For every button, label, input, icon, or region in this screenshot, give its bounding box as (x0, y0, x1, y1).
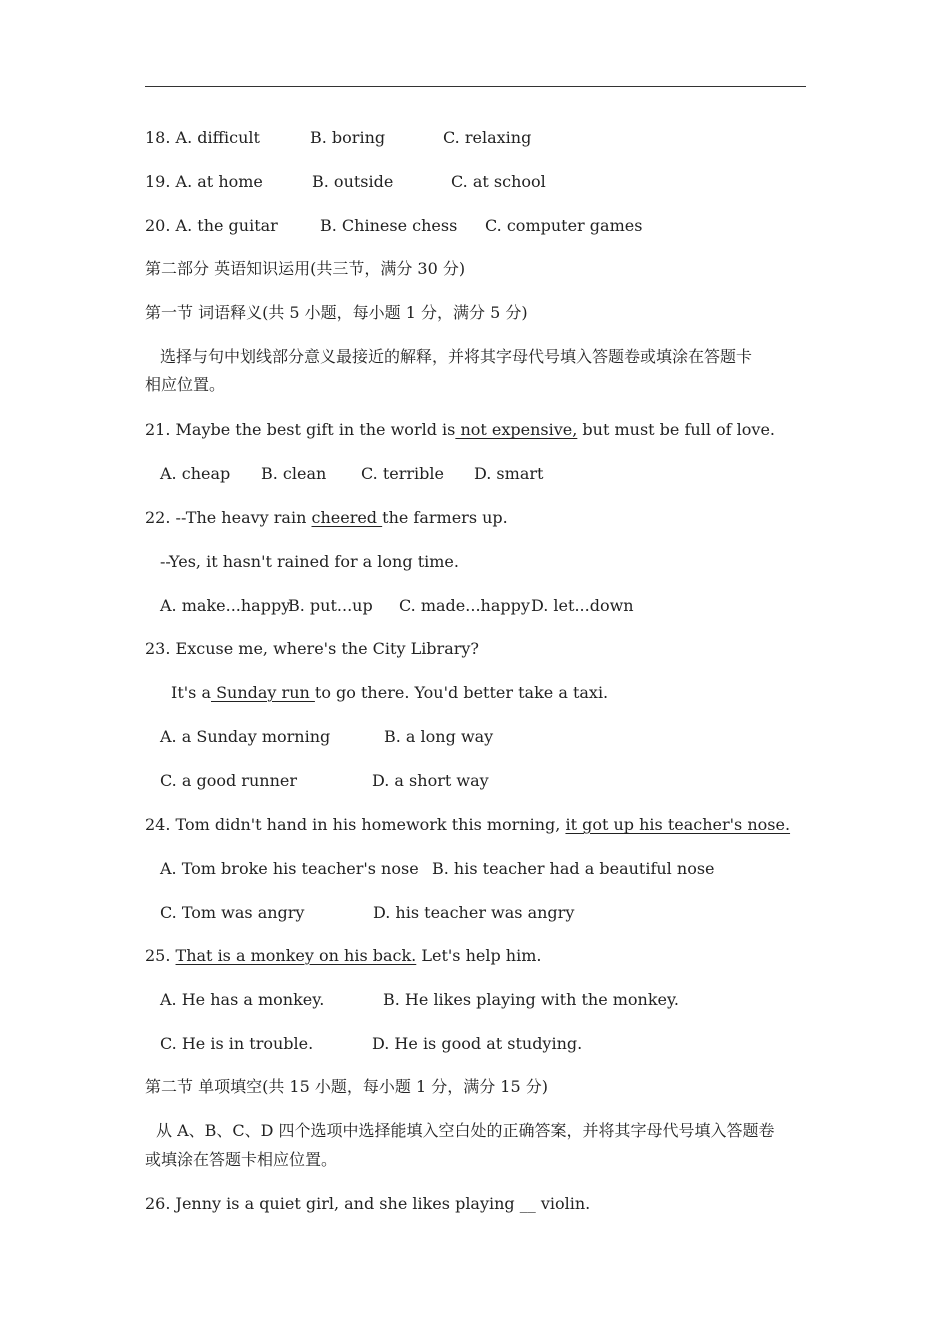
part2-title: 第二部分 英语知识运用(共三节，满分 30 分) (145, 259, 466, 278)
q21-option-d: D. smart (474, 464, 544, 483)
q24-option-a: A. Tom broke his teacher's nose (160, 859, 419, 878)
q21-option-c: C. terrible (361, 464, 444, 483)
q23-option-b: B. a long way (384, 727, 494, 746)
q25-option-b: B. He likes playing with the monkey. (383, 990, 680, 1009)
q23-option-a: A. a Sunday morning (160, 727, 331, 746)
q18-option-a: 18. A. difficult (145, 128, 260, 147)
q20-option-a: 20. A. the guitar (145, 216, 278, 235)
q24-stem: 24. Tom didn't hand in his homework this morning, it got up his teacher's nose. (145, 815, 791, 834)
q23-question: 23. Excuse me, where's the City Library? (145, 639, 479, 658)
q22-reply: --Yes, it hasn't rained for a long time. (160, 552, 459, 571)
q22-underlined: cheered (311, 508, 383, 527)
q21-stem: 21. Maybe the best gift in the world is not expensive, but must be full of love. (145, 420, 776, 439)
q23-option-d: D. a short way (372, 771, 489, 790)
q22-option-c: C. made...happy (399, 596, 530, 615)
q21-underlined: not expensive, (455, 420, 578, 439)
section2-instruction: 从 A、B、C、D 四个选项中选择能填入空白处的正确答案，并将其字母代号填入答题卷 (156, 1121, 775, 1140)
q23-stem: It's a Sunday run to go there. You'd better take a taxi. (171, 683, 609, 702)
q21-option-b: B. clean (261, 464, 327, 483)
q19-option-c: C. at school (451, 172, 546, 191)
q22-stem: 22. --The heavy rain cheered the farmers up. (145, 508, 508, 527)
q22-option-b: B. put...up (288, 596, 373, 615)
q25-stem: 25. That is a monkey on his back. Let's help him. (145, 946, 542, 965)
q19-option-a: 19. A. at home (145, 172, 263, 191)
section1-title: 第一节 词语释义(共 5 小题，每小题 1 分，满分 5 分) (145, 303, 528, 322)
q20-option-c: C. computer games (485, 216, 643, 235)
q22-option-d: D. let...down (531, 596, 634, 615)
q18-option-c: C. relaxing (443, 128, 532, 147)
section2-instruction-cont: 或填涂在答题卡相应位置。 (145, 1150, 338, 1169)
section1-instruction: 选择与句中划线部分意义最接近的解释，并将其字母代号填入答题卷或填涂在答题卡 (160, 347, 753, 366)
q20-option-b: B. Chinese chess (320, 216, 458, 235)
q18-option-b: B. boring (310, 128, 386, 147)
q19-option-b: B. outside (312, 172, 394, 191)
q25-option-d: D. He is good at studying. (372, 1034, 583, 1053)
header-rule (145, 86, 806, 87)
q24-underlined: it got up his teacher's nose. (565, 815, 791, 834)
q21-option-a: A. cheap (160, 464, 231, 483)
q22-option-a: A. make...happy (160, 596, 291, 615)
section1-instruction-cont: 相应位置。 (145, 375, 226, 394)
q23-option-c: C. a good runner (160, 771, 297, 790)
q24-option-d: D. his teacher was angry (373, 903, 575, 922)
q24-option-b: B. his teacher had a beautiful nose (432, 859, 715, 878)
q25-option-c: C. He is in trouble. (160, 1034, 314, 1053)
q23-underlined: Sunday run (210, 683, 315, 702)
q25-underlined: That is a monkey on his back. (175, 946, 417, 965)
q25-option-a: A. He has a monkey. (160, 990, 325, 1009)
section2-title: 第二节 单项填空(共 15 小题，每小题 1 分，满分 15 分) (145, 1077, 548, 1096)
q26-stem: 26. Jenny is a quiet girl, and she likes playing __ violin. (145, 1194, 591, 1213)
q24-option-c: C. Tom was angry (160, 903, 305, 922)
